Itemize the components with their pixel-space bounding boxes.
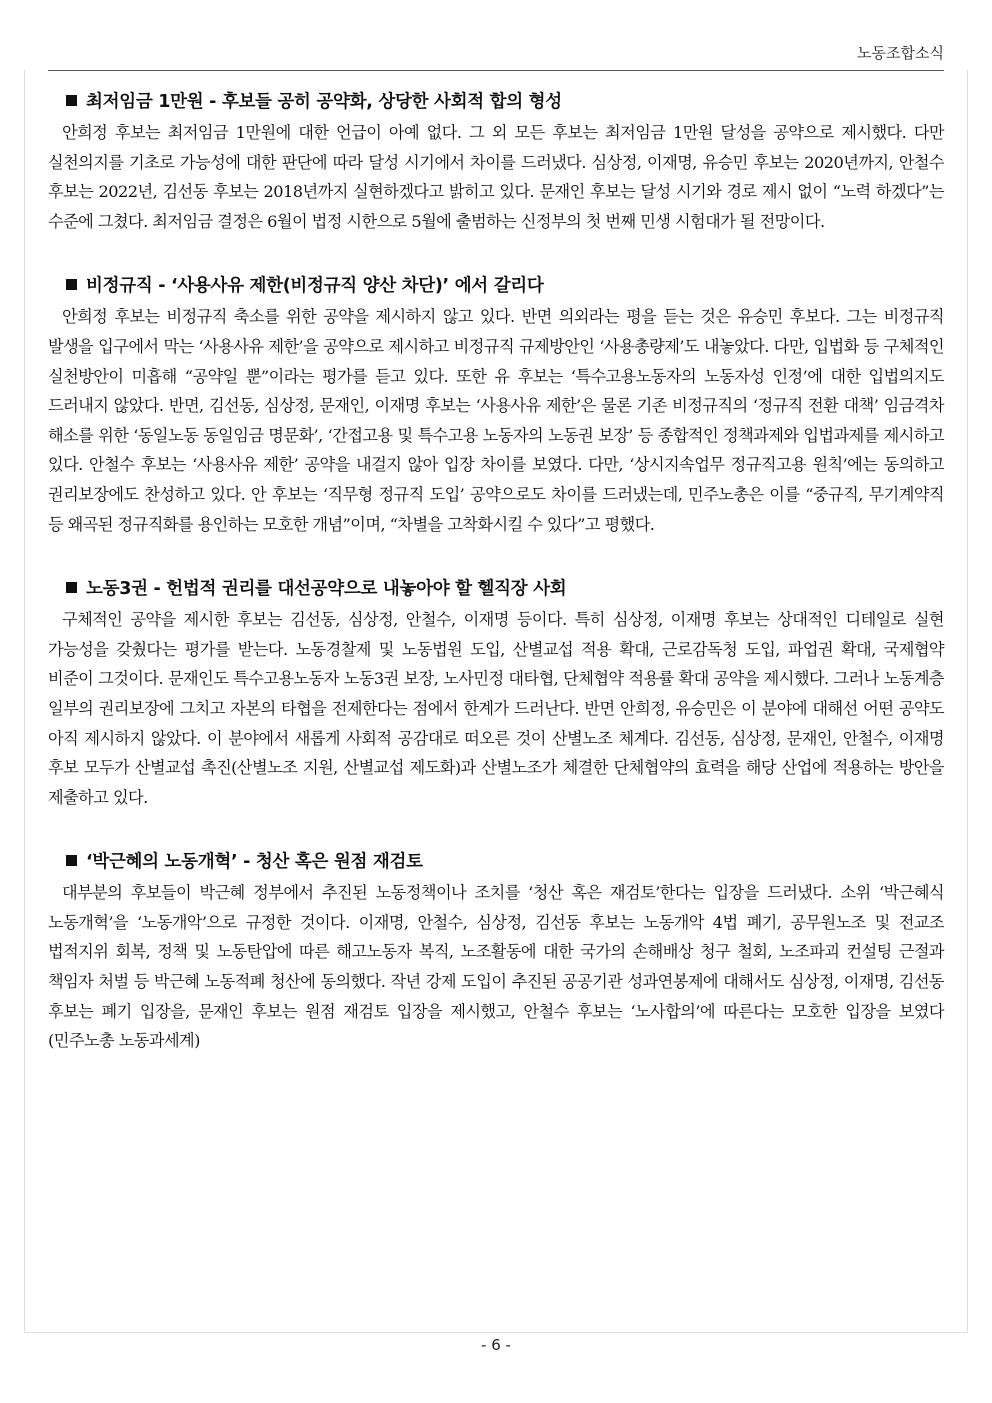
- page-number: - 6 -: [481, 1336, 511, 1354]
- section-minimum-wage: [48, 86, 944, 236]
- article-content: [48, 86, 944, 1090]
- section-heading-text: ‘박근혜의 노동개혁’ - 청산 혹은 원점 재검토: [86, 852, 423, 873]
- section-heading: [48, 573, 944, 605]
- section-heading: [48, 846, 944, 878]
- square-bullet-icon: [66, 95, 77, 106]
- square-bullet-icon: [66, 582, 77, 593]
- square-bullet-icon: [66, 855, 77, 866]
- section-body: 안희정 후보는 비정규직 축소를 위한 공약을 제시하지 않고 있다. 반면 의외라는 평을 듣는 것은 유승민 후보다. 그는 비정규직 발생을 입구에서 막는 ‘사용사유 제한’을 공약으로 제시하고 비정규직 규제방안인 ‘사용총량제’도 내놓았다. 다만, 입법화 등 구체적인 실천방안이 미흡해 “공약일 뿐”이라는 평가를 듣고 있다. 또한 유 후보는 ‘특수고용노동자의 노동자성 인정’에 대한 입법의지도 드러내지 않았다. 반면, 김선동, 심상정, 문재인, 이재명 후보는 ‘사용사유 제한’은 물론 기존 비정규직의 ‘정규직 전환 대책’ 임금격차 해소를 위한 ‘동일노동 동일임금 명문화’, ‘간접고용 및 특수고용 노동자의 노동권 보장’ 등 종합적인 정책과제와 입법과제를 제시하고 있다. 안철수 후보는 ‘사용사유 제한’ 공약을 내걸지 않아 입장 차이를 보였다. 다만, ‘상시지속업무 정규직고용 원칙’에는 동의하고 권리보장에도 찬성하고 있다. 안 후보는 ‘직무형 정규직 도입’ 공약으로도 차이를 드러냈는데, 민주노총은 이를 “중규직, 무기계약직 등 왜곡된 정규직화를 용인하는 모호한 개념”이며, “차별을 고착화시킬 수 있다”고 평했다.: [48, 307, 944, 534]
- section-heading-text: 노동3권 - 헌법적 권리를 대선공약으로 내놓아야 할 헬직장 사회: [86, 579, 567, 600]
- square-bullet-icon: [66, 279, 77, 290]
- running-header: 노동조합소식: [857, 44, 944, 62]
- section-heading: [48, 86, 944, 118]
- section-labor-rights: [48, 573, 944, 812]
- section-heading-text: 최저임금 1만원 - 후보들 공히 공약화, 상당한 사회적 합의 형성: [86, 92, 562, 112]
- section-labor-reform: [48, 846, 944, 1056]
- section-heading-text: 비정규직 - ‘사용사유 제한(비정규직 양산 차단)’ 에서 갈리다: [86, 276, 544, 297]
- section-heading: [48, 270, 944, 302]
- section-body: 구체적인 공약을 제시한 후보는 김선동, 심상정, 안철수, 이재명 등이다. 특히 심상정, 이재명 후보는 상대적인 디테일로 실현 가능성을 갖췄다는 평가를 받는다. 노동경찰제 및 노동법원 도입, 산별교섭 적용 확대, 근로감독청 도입, 파업권 확대, 국제협약 비준이 그것이다. 문재인도 특수고용노동자 노동3권 보장, 노사민정 대타협, 단체협약 적용률 확대 공약을 제시했다. 그러나 노동계층 일부의 권리보장에 그치고 자본의 타협을 전제한다는 점에서 한계가 드러난다. 반면 안희정, 유승민은 이 분야에 대해선 어떤 공약도 아직 제시하지 않았다. 이 분야에서 새롭게 사회적 공감대로 떠오른 것이 산별노조 체계다. 김선동, 심상정, 문재인, 안철수, 이재명 후보 모두가 산별교섭 촉진(산별노조 지원, 산별교섭 제도화)과 산별노조가 체결한 단체협약의 효력을 해당 산업에 적용하는 방안을 제출하고 있다.: [48, 610, 944, 807]
- section-body: 대부분의 후보들이 박근혜 정부에서 추진된 노동정책이나 조치를 ‘청산 혹은 재검토’한다는 입장을 드러냈다. 소위 ‘박근혜식 노동개혁’을 ‘노동개악’으로 규정한 것이다. 이재명, 안철수, 심상정, 김선동 후보는 노동개악 4법 폐기, 공무원노조 및 전교조 법적지위 회복, 정책 및 노동탄압에 따른 해고노동자 복직, 노조활동에 대한 국가의 손해배상 청구 철회, 노조파괴 컨설팅 근절과 책임자 처벌 등 박근혜 노동적폐 청산에 동의했다. 작년 강제 도입이 추진된 공공기관 성과연봉제에 대해서도 심상정, 이재명, 김선동 후보는 폐기 입장을, 문재인 후보는 원점 재검토 입장을 제시했고, 안철수 후보는 ‘노사합의’에 따른다는 모호한 입장을 보였다(민주노총 노동과세계): [48, 883, 944, 1051]
- section-irregular-workers: [48, 270, 944, 539]
- section-body: 안희정 후보는 최저임금 1만원에 대한 언급이 아예 없다. 그 외 모든 후보는 최저임금 1만원 달성을 공약으로 제시했다. 다만 실천의지를 기초로 가능성에 대한 판단에 따라 달성 시기에서 차이를 드러냈다. 심상정, 이재명, 유승민 후보는 2020년까지, 안철수 후보는 2022년, 김선동 후보는 2018년까지 실현하겠다고 밝히고 있다. 문재인 후보는 달성 시기와 경로 제시 없이 “노력 하겠다”는 수준에 그쳤다. 최저임금 결정은 6월이 법정 시한으로 5월에 출범하는 신정부의 첫 번째 민생 시험대가 될 전망이다.: [48, 123, 944, 231]
